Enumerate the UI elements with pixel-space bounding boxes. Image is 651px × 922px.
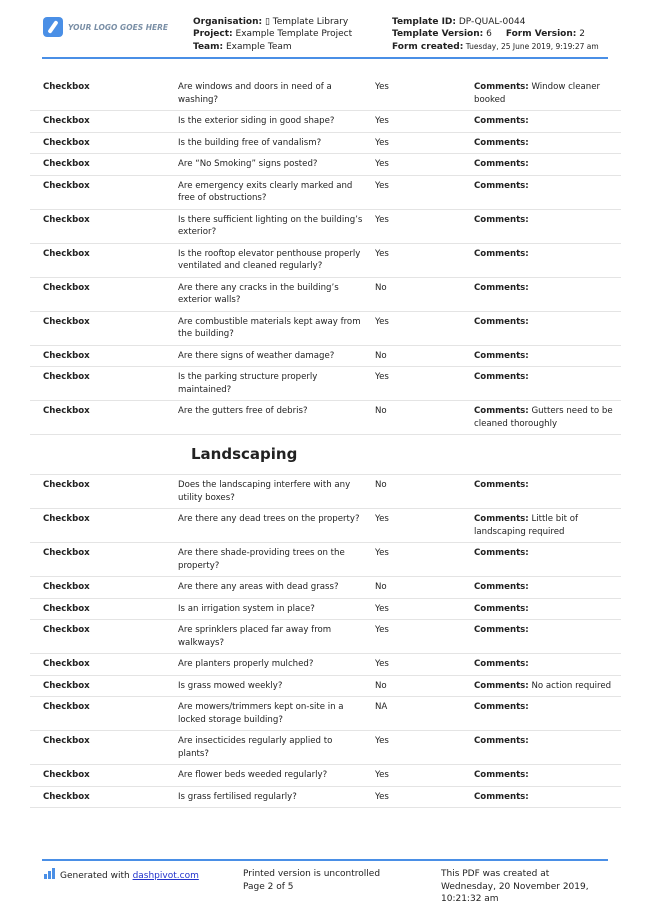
table-row — [30, 133, 621, 155]
table-row — [30, 765, 621, 787]
table-row — [30, 210, 621, 244]
field-type: Checkbox — [43, 214, 90, 225]
table-row — [30, 346, 621, 368]
comments-label: Comments: — [474, 116, 529, 126]
field-type: Checkbox — [43, 137, 90, 148]
question: Are there signs of weather damage? — [178, 350, 335, 361]
template-version-value: 6 — [483, 29, 492, 40]
footer-print-info — [243, 868, 380, 893]
header-template-info — [392, 16, 599, 53]
table-row — [30, 697, 621, 731]
field-type: Checkbox — [43, 603, 90, 614]
comments — [474, 680, 621, 693]
field-type: Checkbox — [43, 548, 90, 558]
field-type: Checkbox — [43, 659, 90, 669]
comment-text: No action required — [531, 680, 612, 691]
comments — [474, 350, 621, 363]
comments-label: Comments: — [474, 791, 529, 802]
answer: Yes — [375, 625, 389, 635]
answer: Yes — [375, 137, 389, 148]
question: Is the parking structure properly maintained? — [178, 372, 318, 395]
logo-icon — [43, 17, 63, 37]
question: Is the exterior siding in good shape? — [178, 116, 335, 126]
field-type: Checkbox — [43, 625, 90, 635]
comments — [474, 603, 621, 616]
field-type: Checkbox — [43, 480, 90, 490]
table-row — [30, 475, 621, 509]
comments — [474, 282, 621, 307]
answer: Yes — [375, 548, 389, 558]
field-type: Checkbox — [43, 116, 90, 126]
form-created-value: Tuesday, 25 June 2019, 9:19:27 am — [463, 41, 599, 51]
comments — [474, 479, 621, 504]
field-type: Checkbox — [43, 680, 90, 691]
template-id-label: Template ID: — [392, 17, 456, 27]
table-row — [30, 176, 621, 210]
table-row — [30, 654, 621, 676]
question: Are emergency exits clearly marked and free of obstructions? — [178, 180, 353, 203]
uncontrolled-text: Printed version is uncontrolled — [243, 869, 381, 879]
question: Are there shade-providing trees on the property? — [178, 548, 345, 571]
table-row — [30, 401, 621, 435]
field-type: Checkbox — [43, 702, 90, 712]
comments — [474, 371, 621, 396]
table-row — [30, 244, 621, 278]
question: Is there sufficient lighting on the building’s exterior? — [178, 214, 363, 237]
project-label: Project: — [193, 29, 233, 40]
form-version-value: 2 — [576, 29, 585, 40]
comments — [474, 214, 621, 239]
question: Is the building free of vandalism? — [178, 137, 322, 148]
comments-label: Comments: — [474, 736, 529, 746]
question: Are there any areas with dead grass? — [178, 582, 339, 592]
table-row — [30, 312, 621, 346]
table-row — [30, 154, 621, 176]
comments-label: Comments: — [474, 214, 529, 225]
answer: Yes — [375, 603, 389, 614]
question: Are “No Smoking” signs posted? — [178, 159, 318, 169]
field-type: Checkbox — [43, 514, 90, 524]
field-type: Checkbox — [43, 736, 90, 746]
field-type: Checkbox — [43, 248, 90, 259]
field-type: Checkbox — [43, 350, 90, 361]
comments-label: Comments: — [474, 406, 529, 416]
field-type: Checkbox — [43, 770, 90, 780]
footer-divider — [42, 859, 608, 861]
answer: Yes — [375, 659, 389, 669]
comment-text: Window cleaner booked — [474, 82, 601, 105]
dashpivot-link[interactable]: dashpivot.com — [132, 871, 199, 881]
field-type: Checkbox — [43, 372, 90, 382]
comments — [474, 137, 621, 150]
question: Are planters properly mulched? — [178, 659, 314, 669]
checklist — [30, 77, 621, 808]
comments — [474, 316, 621, 341]
table-row — [30, 278, 621, 312]
question: Is an irrigation system in place? — [178, 603, 315, 614]
answer: Yes — [375, 770, 389, 780]
comments — [474, 658, 621, 671]
header-org-info — [193, 16, 352, 53]
answer: No — [375, 282, 387, 293]
question: Are insecticides regularly applied to plants? — [178, 736, 333, 759]
answer: Yes — [375, 180, 389, 191]
comments-label: Comments: — [474, 514, 529, 524]
logo — [43, 17, 168, 37]
field-type: Checkbox — [43, 159, 90, 169]
form-version-label: Form Version: — [505, 29, 577, 40]
table-row — [30, 787, 621, 809]
answer: Yes — [375, 159, 389, 169]
question: Are sprinklers placed far away from walkways? — [178, 625, 332, 648]
section-heading: Landscaping — [30, 435, 621, 475]
answer: Yes — [375, 214, 389, 225]
team-label: Team: — [193, 41, 224, 52]
answer: Yes — [375, 372, 389, 382]
comments — [474, 405, 621, 430]
question: Are mowers/trimmers kept on-site in a locked storage building? — [178, 702, 344, 725]
comment-text: Little bit of landscaping required — [474, 514, 579, 537]
question: Are the gutters free of debris? — [178, 406, 308, 416]
answer: Yes — [375, 736, 389, 746]
table-row — [30, 367, 621, 401]
comments-label: Comments: — [474, 180, 529, 191]
page-number: Page 2 of 5 — [243, 881, 294, 892]
org-label: Organisation: — [193, 17, 263, 27]
field-type: Checkbox — [43, 791, 90, 802]
field-type: Checkbox — [43, 316, 90, 327]
created-line-1: This PDF was created at — [441, 869, 550, 879]
table-row — [30, 620, 621, 654]
answer: No — [375, 680, 387, 691]
table-row — [30, 676, 621, 698]
question: Does the landscaping interfere with any utility boxes? — [178, 480, 351, 503]
page-header — [0, 0, 651, 60]
question: Are there any dead trees on the property? — [178, 514, 360, 524]
comments-label: Comments: — [474, 82, 529, 92]
question: Is the rooftop elevator penthouse properly ventilated and cleaned regularly? — [178, 248, 361, 271]
question: Are combustible materials kept away from the building? — [178, 316, 361, 339]
answer: No — [375, 350, 387, 361]
comments — [474, 513, 621, 538]
comments — [474, 248, 621, 273]
answer: No — [375, 406, 387, 416]
field-type: Checkbox — [43, 82, 90, 92]
comments-label: Comments: — [474, 603, 529, 614]
comments-label: Comments: — [474, 282, 529, 293]
comments — [474, 547, 621, 572]
comments — [474, 769, 621, 782]
comments — [474, 581, 621, 594]
template-version-label: Template Version: — [392, 29, 484, 40]
comments-label: Comments: — [474, 582, 529, 592]
answer: NA — [375, 702, 388, 712]
form-created-label: Form created: — [392, 41, 464, 52]
table-row — [30, 731, 621, 765]
field-type: Checkbox — [43, 582, 90, 592]
table-row — [30, 543, 621, 577]
generated-text: Generated with — [60, 871, 133, 881]
question: Are flower beds weeded regularly? — [178, 770, 328, 780]
answer: No — [375, 582, 387, 592]
comments — [474, 735, 621, 760]
comments-label: Comments: — [474, 316, 529, 327]
answer: Yes — [375, 791, 389, 802]
answer: Yes — [375, 316, 389, 327]
table-row — [30, 111, 621, 133]
comments-label: Comments: — [474, 137, 529, 148]
comments-label: Comments: — [474, 770, 529, 780]
footer-generated — [44, 868, 199, 883]
field-type: Checkbox — [43, 180, 90, 191]
comments-label: Comments: — [474, 372, 529, 382]
project-value: Example Template Project — [232, 29, 353, 40]
question: Are windows and doors in need of a washing? — [178, 82, 332, 105]
table-row — [30, 599, 621, 621]
comments — [474, 791, 621, 804]
table-row — [30, 509, 621, 543]
question: Is grass fertilised regularly? — [178, 791, 297, 802]
org-value: ▯ Template Library — [262, 17, 349, 27]
created-line-3: 10:21:32 am — [441, 894, 499, 904]
comments-label: Comments: — [474, 248, 529, 259]
question: Is grass mowed weekly? — [178, 680, 283, 691]
comments — [474, 624, 621, 649]
field-type: Checkbox — [43, 406, 90, 416]
comments-label: Comments: — [474, 680, 529, 691]
answer: Yes — [375, 514, 389, 524]
comment-text: Gutters need to be cleaned thoroughly — [474, 406, 613, 429]
footer-created — [441, 868, 589, 906]
comments-label: Comments: — [474, 625, 529, 635]
table-row — [30, 577, 621, 599]
field-type: Checkbox — [43, 282, 90, 293]
answer: Yes — [375, 82, 389, 92]
comments — [474, 158, 621, 171]
header-divider — [42, 57, 608, 59]
comments-label: Comments: — [474, 659, 529, 669]
answer: No — [375, 480, 387, 490]
comments-label: Comments: — [474, 350, 529, 361]
answer: Yes — [375, 248, 389, 259]
comments — [474, 180, 621, 205]
comments — [474, 115, 621, 128]
comments-label: Comments: — [474, 548, 529, 558]
question: Are there any cracks in the building’s exterior walls? — [178, 282, 339, 305]
comments-label: Comments: — [474, 480, 529, 490]
comments — [474, 701, 621, 726]
team-value: Example Team — [223, 41, 292, 52]
comments-label: Comments: — [474, 702, 529, 712]
logo-text: YOUR LOGO GOES HERE — [68, 22, 169, 32]
table-row — [30, 77, 621, 111]
comments-label: Comments: — [474, 159, 529, 169]
answer: Yes — [375, 116, 389, 126]
created-line-2: Wednesday, 20 November 2019, — [441, 881, 589, 892]
comments — [474, 81, 621, 106]
dashpivot-bars-icon — [44, 868, 55, 879]
template-id-value: DP-QUAL-0044 — [455, 17, 526, 27]
